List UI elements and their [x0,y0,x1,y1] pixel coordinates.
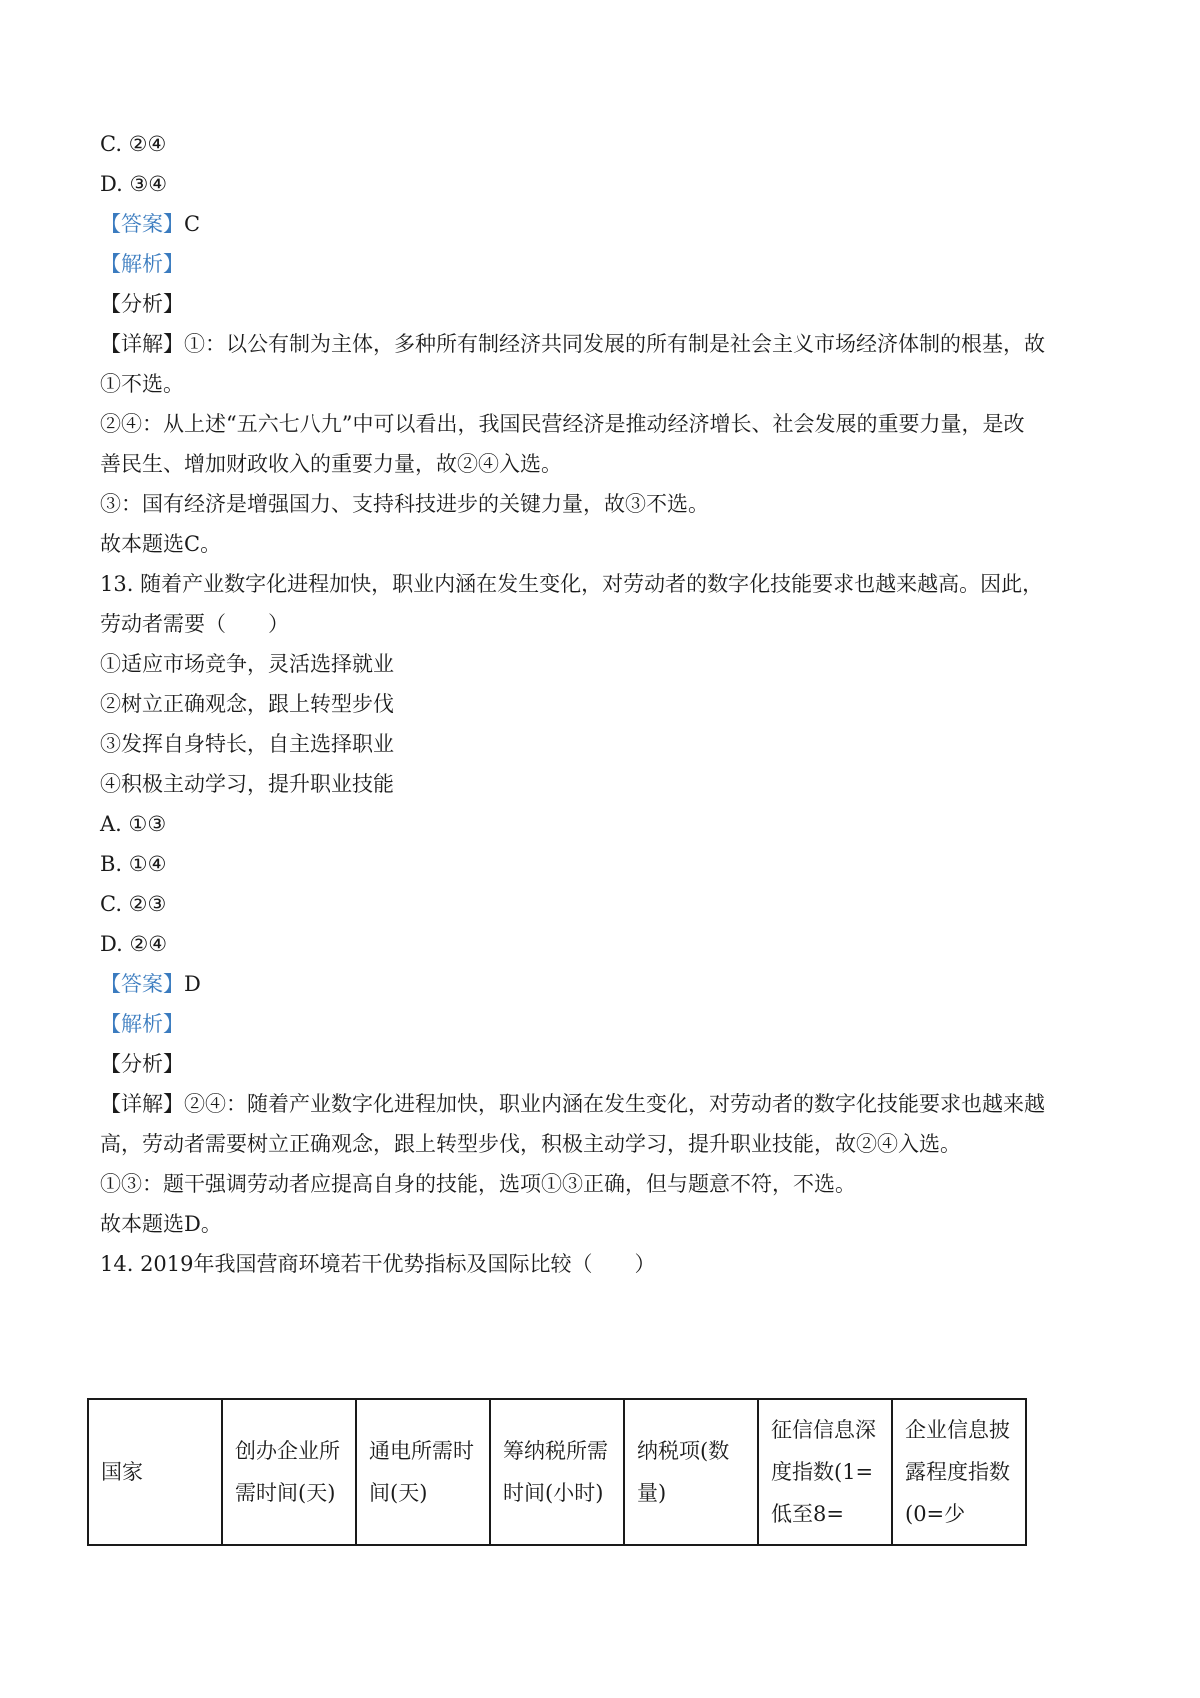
q12-detail-line-2: ①不选。 [100,372,184,396]
answer-value: D [184,972,201,996]
q12-analysis-tag: 【解析】 [100,252,184,276]
q13-option-d: D. ②④ [100,932,168,956]
q12-detail-line-3: ②④：从上述“五六七八九”中可以看出，我国民营经济是推动经济增长、社会发展的重要力量，是改 [100,412,1025,436]
q13-stem-line-2: 劳动者需要（ ） [100,612,289,636]
q13-stem-line-1: 13. 随着产业数字化进程加快，职业内涵在发生变化，对劳动者的数字化技能要求也越来越高。因此， [100,572,1044,596]
answer-tag: 【答案】 [100,972,184,996]
answer-value: C [184,212,201,236]
table-header-cell: 企业信息披露程度指数(0=少 [892,1399,1026,1545]
answer-tag: 【答案】 [100,212,184,236]
q13-option-a: A. ①③ [100,812,167,836]
q13-detail-line-1: 【详解】②④：随着产业数字化进程加快，职业内涵在发生变化，对劳动者的数字化技能要求也越来越 [100,1092,1045,1116]
q12-detail-line-4: 善民生、增加财政收入的重要力量，故②④入选。 [100,452,562,476]
detail-tag: 【详解】 [100,1092,184,1116]
comparison-table [87,1398,1027,1546]
q12-answer [100,209,200,239]
q13-fenxi-tag: 【分析】 [100,1052,184,1076]
table-header-row [88,1399,1026,1545]
q13-item-4: ④积极主动学习，提升职业技能 [100,772,394,796]
table-header-cell: 通电所需时间(天) [356,1399,490,1545]
q13-detail-line-2: 高，劳动者需要树立正确观念，跟上转型步伐，积极主动学习，提升职业技能，故②④入选。 [100,1132,961,1156]
table-header-cell: 国家 [88,1399,222,1545]
table-header-cell: 纳税项(数量) [624,1399,758,1545]
table-header-cell: 筹纳税所需时间(小时) [490,1399,624,1545]
q13-option-b: B. ①④ [100,852,167,876]
q13-answer [100,969,201,999]
q12-fenxi-tag: 【分析】 [100,292,184,316]
table-header-cell: 创办企业所需时间(天) [222,1399,356,1545]
q13-item-3: ③发挥自身特长，自主选择职业 [100,732,394,756]
q12-option-d: D. ③④ [100,172,168,196]
q12-detail-line-1: 【详解】①：以公有制为主体，多种所有制经济共同发展的所有制是社会主义市场经济体制的根基，故 [100,332,1045,356]
detail-tag: 【详解】 [100,332,184,356]
q13-conclusion: 故本题选D。 [100,1212,222,1236]
q13-option-c: C. ②③ [100,892,167,916]
q13-analysis-tag: 【解析】 [100,1012,184,1036]
q13-item-2: ②树立正确观念，跟上转型步伐 [100,692,394,716]
q13-detail-line-3: ①③：题干强调劳动者应提高自身的技能，选项①③正确，但与题意不符，不选。 [100,1172,856,1196]
q12-conclusion: 故本题选C。 [100,532,222,556]
q12-option-c: C. ②④ [100,132,167,156]
q13-item-1: ①适应市场竞争，灵活选择就业 [100,652,394,676]
q14-stem: 14. 2019年我国营商环境若干优势指标及国际比较（ ） [100,1252,656,1276]
q12-detail-line-5: ③：国有经济是增强国力、支持科技进步的关键力量，故③不选。 [100,492,709,516]
table-header-cell: 征信信息深度指数(1=低至8= [758,1399,892,1545]
